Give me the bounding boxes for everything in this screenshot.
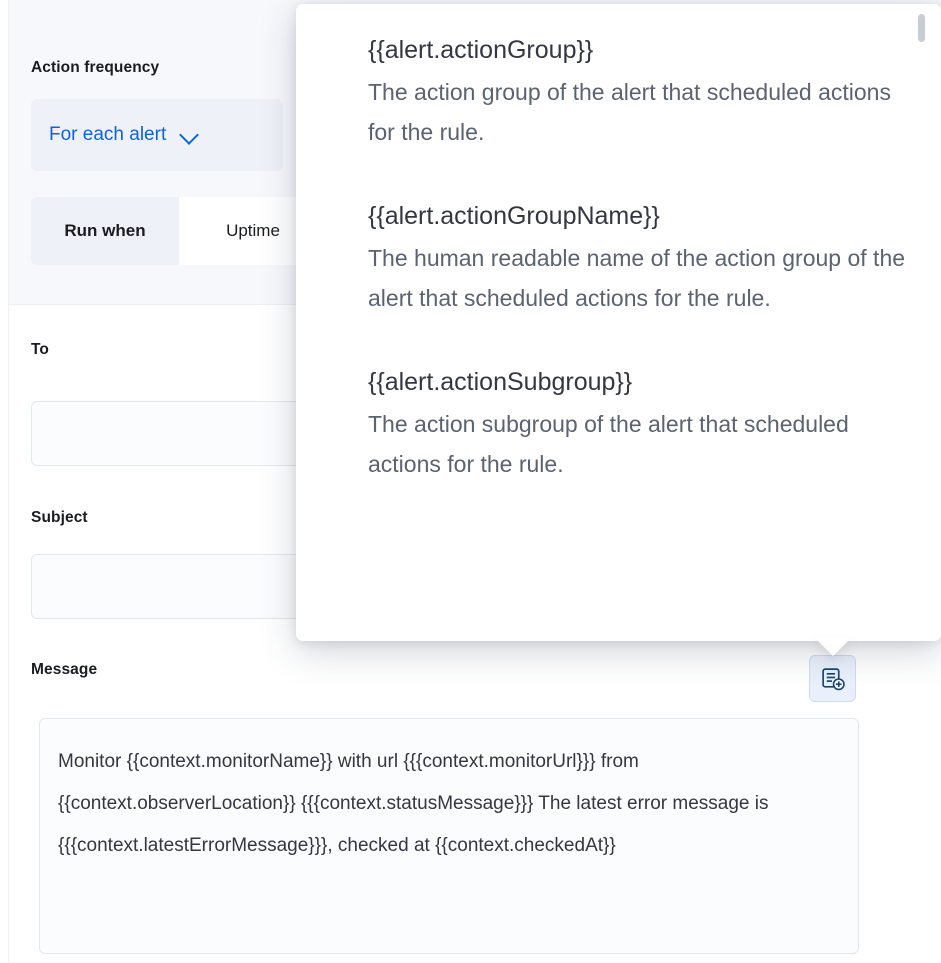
tab-uptime[interactable]: Uptime — [179, 197, 327, 265]
variable-name: {{alert.actionGroup}} — [368, 36, 594, 64]
variable-list[interactable] — [296, 4, 941, 641]
tab-run-when[interactable]: Run when — [31, 197, 179, 265]
action-frequency-select[interactable] — [31, 99, 283, 171]
action-frequency-label: Action frequency — [31, 59, 160, 76]
variable-description: The action group of the alert that scheduled actions for the rule. — [368, 79, 891, 145]
variable-name: {{alert.actionGroupName}} — [368, 202, 660, 230]
variable-name: {{alert.actionSubgroup}} — [368, 368, 633, 396]
to-label: To — [31, 341, 49, 358]
popover-arrow — [814, 637, 852, 656]
run-when-tab-group — [31, 197, 327, 265]
message-textarea[interactable] — [39, 718, 859, 954]
subject-label: Subject — [31, 509, 88, 526]
add-variable-icon — [820, 666, 845, 691]
variable-description: The action subgroup of the alert that scheduled actions for the rule. — [368, 411, 849, 477]
variable-list-popover — [296, 4, 941, 641]
message-label: Message — [31, 661, 98, 678]
chevron-down-icon — [180, 124, 202, 146]
variable-description: The human readable name of the action group of the alert that scheduled actions for the rule. — [368, 245, 906, 311]
popover-scrollbar[interactable] — [918, 14, 925, 42]
list-item[interactable] — [368, 30, 907, 152]
list-item[interactable] — [368, 362, 907, 484]
add-variable-button[interactable] — [809, 655, 856, 702]
action-frequency-select-value: For each alert — [49, 124, 167, 145]
list-item[interactable] — [368, 196, 907, 318]
left-rail — [0, 0, 9, 963]
